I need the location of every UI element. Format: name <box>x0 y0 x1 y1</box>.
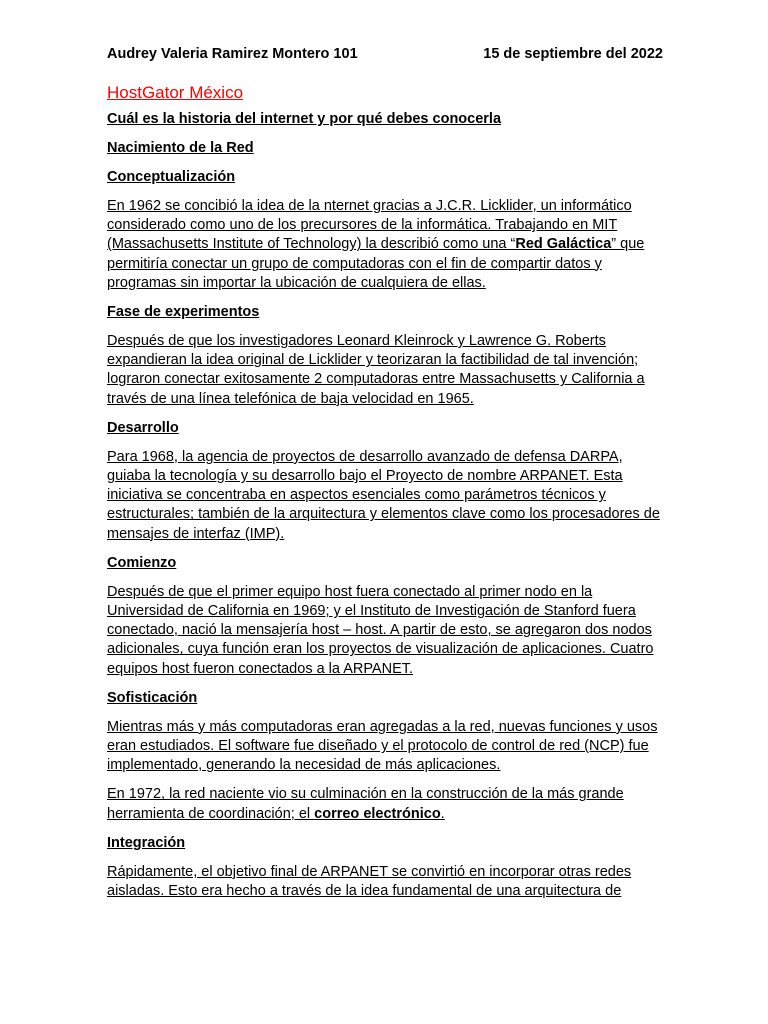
paragraph-integration: Rápidamente, el objetivo final de ARPANET se convirtió en incorporar otras redes aisladas. Esto era hecho a través de la idea fundamental de una arquitectura de <box>107 863 632 900</box>
paragraph-text: En 1962 se concibió la idea de la nternet gracias a J.C.R. Licklider, un informático considerado como uno de los precursores de la informática. Trabajando en MIT (Massachusetts Institute of Technology) la describió como una “ <box>107 198 632 253</box>
document-page <box>107 44 663 911</box>
paragraph-text: . <box>440 805 445 822</box>
bold-term: Red Galáctica <box>515 236 612 253</box>
section-title-integration: Integración <box>107 834 186 851</box>
section-title-sophistication: Sofisticación <box>107 689 198 706</box>
paragraph-concept <box>107 197 663 293</box>
paragraph-email <box>107 785 663 823</box>
paragraph-experiments: Después de que los investigadores Leonard Kleinrock y Lawrence G. Roberts expandieran la idea original de Licklider y teorizaran la factibilidad de tal invención; lograron conectar exitosamente 2 computadoras entre Massachusetts y California a través de una línea telefónica de baja velocidad en 1965. <box>107 333 645 407</box>
paragraph-start: Después de que el primer equipo host fuera conectado al primer nodo en la Universidad de California en 1969; y el Instituto de Investigación de Stanford fuera conectado, nació la mensajería host – host. A partir de esto, se agregaron dos nodos adicionales, cuya función eran los proyectos de visualización de aplicaciones. Cuatro equipos host fueron conectados a la ARPANET. <box>107 583 654 677</box>
paragraph-sophistication: Mientras más y más computadoras eran agregadas a la red, nuevas funciones y usos eran estudiados. El software fue diseñado y el protocolo de control de red (NCP) fue implementado, generando la necesidad de más aplicaciones. <box>107 718 658 774</box>
section-title-start: Comienzo <box>107 554 177 571</box>
main-title: Cuál es la historia del internet y por qué debes conocerla <box>107 111 502 127</box>
paragraph-text: En 1972, la red naciente vio su culminación en la construcción de la más grande herramienta de coordinación; el <box>107 786 624 822</box>
document-header <box>107 44 663 64</box>
author-name: Audrey Valeria Ramirez Montero 101 <box>107 46 358 62</box>
section-title-birth: Nacimiento de la Red <box>107 140 254 156</box>
paragraph-development: Para 1968, la agencia de proyectos de desarrollo avanzado de defensa DARPA, guiaba la tecnología y su desarrollo bajo el Proyecto de nombre ARPANET. Esta iniciativa se concentraba en aspectos esenciales como parámetros técnicos y estructurales; también de la arquitectura y elementos clave como los procesadores de mensajes de interfaz (IMP). <box>107 448 660 542</box>
section-title-experiments: Fase de experimentos <box>107 304 260 321</box>
section-title-development: Desarrollo <box>107 419 179 436</box>
site-title: HostGator México <box>107 83 244 102</box>
document-date: 15 de septiembre del 2022 <box>483 46 663 62</box>
paragraph-text: ” que permitiría conectar un grupo de computadoras con el fin de compartir datos y programas sin importar la ubicación de cualquiera de ellas. <box>107 236 645 291</box>
section-title-concept: Conceptualización <box>107 169 236 185</box>
bold-term: correo electrónico <box>314 805 441 822</box>
